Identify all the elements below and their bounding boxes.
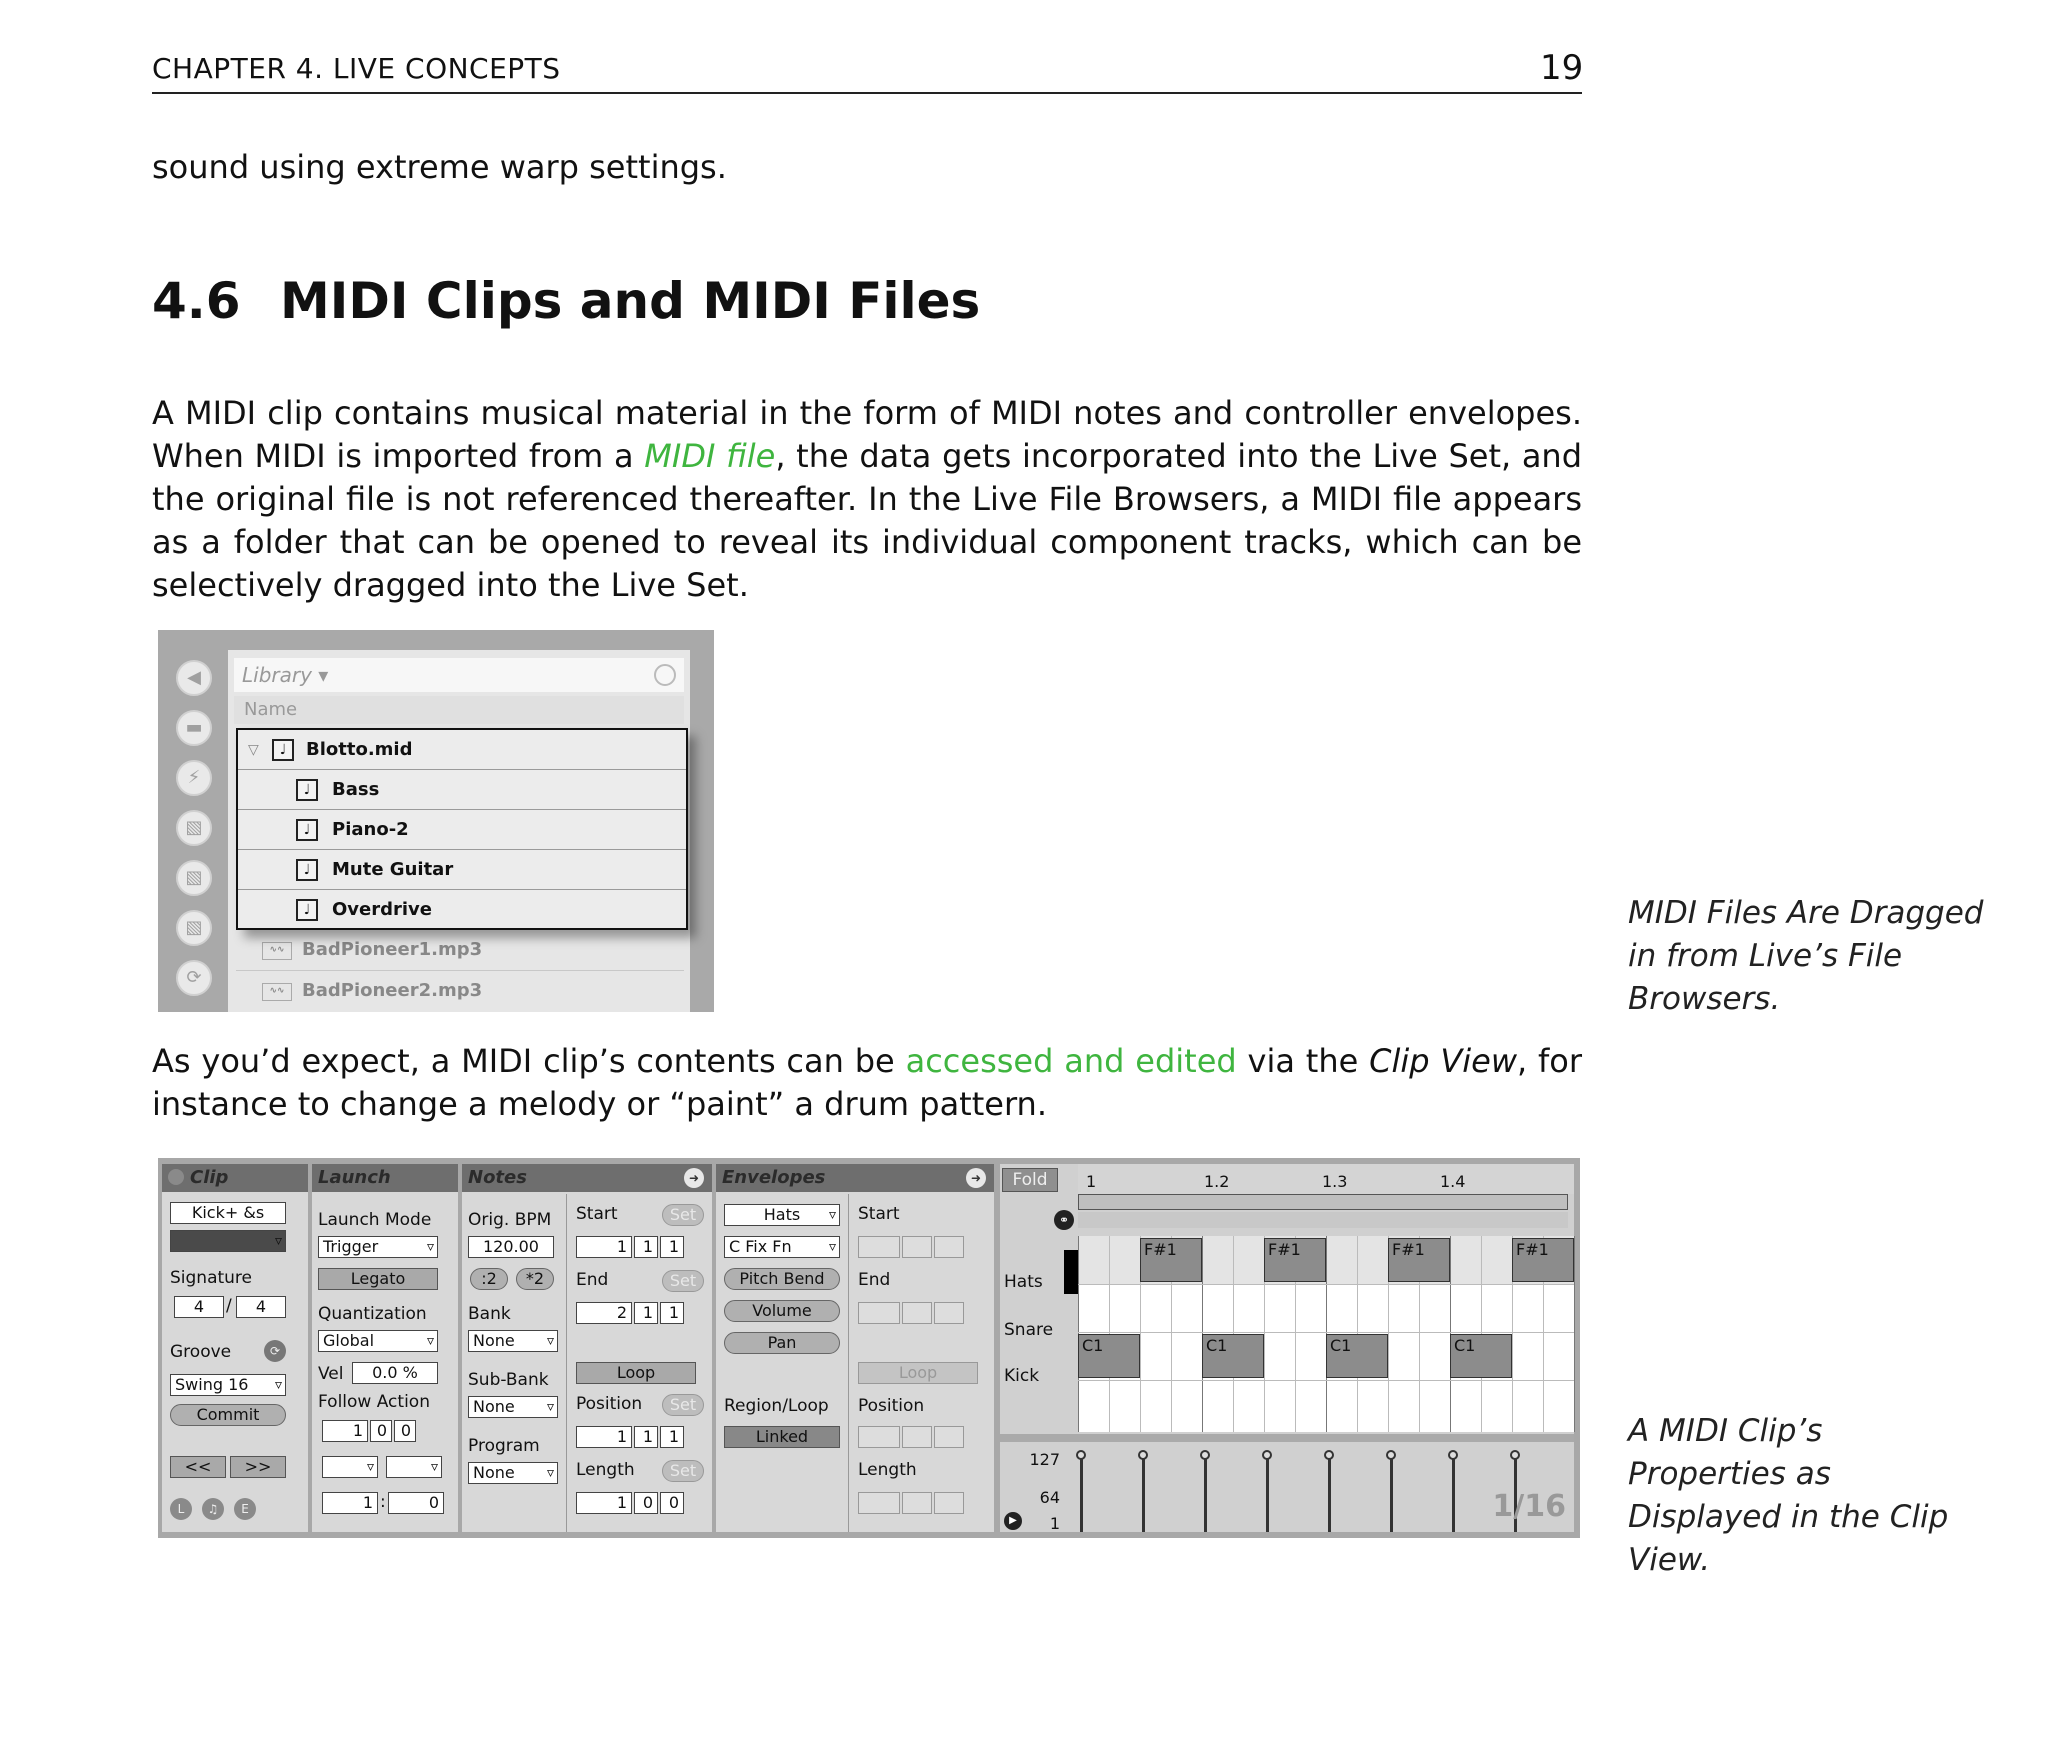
velocity-handle[interactable]: [1386, 1450, 1396, 1460]
follow-action-b-selector[interactable]: [386, 1456, 442, 1478]
groove-label: Groove: [170, 1342, 232, 1362]
signature-numerator[interactable]: 4: [174, 1296, 224, 1318]
notes-box-icon[interactable]: ♫: [202, 1498, 224, 1520]
position-label: Position: [576, 1394, 643, 1414]
velocity-amount-field[interactable]: 0.0 %: [352, 1362, 438, 1384]
row-label-hats[interactable]: Hats: [1004, 1272, 1043, 1292]
envelopes-title: Envelopes: [722, 1167, 826, 1188]
fold-button[interactable]: Fold: [1002, 1168, 1058, 1192]
launch-mode-label: Launch Mode: [318, 1210, 432, 1230]
start-end-markers[interactable]: [1078, 1212, 1568, 1228]
browser-row-audio-1[interactable]: [236, 930, 684, 970]
browser-row-track[interactable]: [238, 810, 686, 850]
follow-time-bars[interactable]: 1: [322, 1420, 368, 1442]
p2-text-c: , for instance to change a melody or “paint” a drum pattern.: [152, 1042, 1583, 1123]
clip-panel-title: [162, 1164, 308, 1192]
follow-time-beats[interactable]: 0: [370, 1420, 392, 1442]
notes-divider: [566, 1194, 567, 1532]
loop-button[interactable]: Loop: [576, 1362, 696, 1384]
half-tempo-button[interactable]: :2: [470, 1268, 508, 1290]
velocity-label-max: 127: [1029, 1450, 1060, 1469]
grid-row-line: [1078, 1380, 1574, 1381]
env-length-beats[interactable]: [902, 1492, 932, 1514]
position-set-button[interactable]: Set: [662, 1394, 704, 1416]
midi-note-kick[interactable]: C1: [1450, 1334, 1512, 1378]
browser-row-track[interactable]: [238, 850, 686, 890]
env-position-bars[interactable]: [858, 1426, 900, 1448]
double-tempo-button[interactable]: *2: [516, 1268, 554, 1290]
program-label: Program: [468, 1436, 540, 1456]
end-label: End: [576, 1270, 609, 1290]
follow-action-a-selector[interactable]: [322, 1456, 378, 1478]
groove-hot-swap-icon[interactable]: ⟳: [264, 1340, 286, 1362]
signature-denominator[interactable]: 4: [236, 1296, 286, 1318]
launch-panel: [312, 1164, 458, 1532]
grid-column-line: [1574, 1236, 1575, 1432]
browser-row-audio-2[interactable]: [236, 970, 684, 1010]
bank-selector[interactable]: None ▿: [468, 1330, 558, 1352]
ruler-marker-1-4: 1.4: [1440, 1172, 1466, 1191]
notes-panel-title: [462, 1164, 712, 1192]
follow-time-sixteenths[interactable]: 0: [394, 1420, 416, 1442]
midi-note-hats[interactable]: F#1: [1388, 1238, 1450, 1282]
launch-box-icon[interactable]: L: [170, 1498, 192, 1520]
env-position-sixteenths[interactable]: [934, 1426, 964, 1448]
env-start-label: Start: [858, 1204, 900, 1224]
end-set-button[interactable]: Set: [662, 1270, 704, 1292]
orig-bpm-label: Orig. BPM: [468, 1210, 552, 1230]
envelope-device-selector[interactable]: Hats ▿: [724, 1204, 840, 1226]
length-beats[interactable]: 0: [634, 1492, 658, 1514]
browser-row-track[interactable]: [238, 770, 686, 810]
ruler-marker-1-3: 1.3: [1322, 1172, 1348, 1191]
library-label: Library ▾: [242, 663, 329, 687]
device-browser-icon[interactable]: ▬: [176, 710, 212, 746]
velocity-label: Vel: [318, 1364, 344, 1384]
row-label-kick[interactable]: Kick: [1004, 1366, 1040, 1386]
browser-row-track[interactable]: [238, 890, 686, 930]
follow-chance-separator: :: [380, 1492, 386, 1512]
start-set-button[interactable]: Set: [662, 1204, 704, 1226]
midi-track-icon: ♩: [296, 819, 318, 841]
midi-file-name: Blotto.mid: [306, 739, 413, 760]
env-end-bars[interactable]: [858, 1302, 900, 1324]
note-grid[interactable]: [1078, 1236, 1574, 1432]
velocity-handle[interactable]: [1076, 1450, 1086, 1460]
header-rule: [152, 92, 1582, 94]
clip-color-selector[interactable]: [170, 1230, 286, 1252]
midi-note-editor[interactable]: [1000, 1164, 1574, 1532]
env-start-bars[interactable]: [858, 1236, 900, 1258]
midi-note-hats[interactable]: F#1: [1512, 1238, 1574, 1282]
continuation-paragraph: sound using extreme warp settings.: [152, 148, 727, 186]
name-column-header[interactable]: Name: [234, 696, 684, 724]
env-end-beats[interactable]: [902, 1302, 932, 1324]
nudge-back-button[interactable]: <<: [170, 1456, 226, 1478]
file-browser-3-icon[interactable]: ▧: [176, 910, 212, 946]
audio-file-icon: ∿∿: [262, 942, 292, 960]
envelope-control-selector[interactable]: C Fix Fn ▿: [724, 1236, 840, 1258]
envelopes-divider: [848, 1194, 849, 1532]
position-sixteenths[interactable]: 1: [660, 1426, 684, 1448]
clip-view-term: Clip View: [1369, 1042, 1518, 1080]
velocity-handle[interactable]: [1324, 1450, 1334, 1460]
file-browser-2-icon[interactable]: ▧: [176, 860, 212, 896]
legato-button[interactable]: Legato: [318, 1268, 438, 1290]
env-length-bars[interactable]: [858, 1492, 900, 1514]
clip-name-field[interactable]: Kick+ &s: [170, 1202, 286, 1224]
p1-text-a: A MIDI clip contains musical material in the form of MIDI notes and controller envelopes. When MIDI is imported from a: [152, 394, 1582, 475]
paragraph-clip-view: [152, 1040, 1582, 1126]
midi-note-kick[interactable]: C1: [1326, 1334, 1388, 1378]
play-icon[interactable]: ▶: [1004, 1512, 1022, 1530]
start-sixteenths[interactable]: 1: [660, 1236, 684, 1258]
quantization-label: Quantization: [318, 1304, 427, 1324]
midi-note-kick[interactable]: C1: [1202, 1334, 1264, 1378]
end-beats[interactable]: 1: [634, 1302, 658, 1324]
length-label: Length: [576, 1460, 635, 1480]
figure-caption-clip-view: A MIDI Clip’s Properties as Displayed in the Clip View.: [1628, 1413, 1949, 1578]
velocity-label-min: 1: [1049, 1514, 1060, 1533]
track-name: Piano-2: [332, 819, 409, 840]
velocity-stem[interactable]: [1266, 1456, 1269, 1532]
notes-panel: [462, 1164, 712, 1532]
end-bars[interactable]: 2: [576, 1302, 632, 1324]
launch-panel-title: Launch: [312, 1164, 458, 1192]
expand-triangle-icon[interactable]: ▽: [248, 742, 259, 758]
groove-selector[interactable]: Swing 16 ▿: [170, 1374, 286, 1396]
envelopes-expand-icon[interactable]: ➜: [966, 1168, 986, 1188]
running-head: CHAPTER 4. LIVE CONCEPTS: [152, 52, 561, 85]
library-selector[interactable]: [234, 658, 684, 692]
notes-expand-icon[interactable]: ➜: [684, 1168, 704, 1188]
envelopes-panel-title: [716, 1164, 994, 1192]
midi-file-folder[interactable]: [236, 728, 688, 930]
hot-swap-icon[interactable]: ⟳: [176, 960, 212, 996]
env-position-beats[interactable]: [902, 1426, 932, 1448]
clip-title: Clip: [190, 1167, 229, 1188]
velocity-handle[interactable]: [1262, 1450, 1272, 1460]
accessed-and-edited-link[interactable]: accessed and edited: [905, 1042, 1237, 1080]
midi-file-icon: ♩: [272, 739, 294, 761]
p2-text-b: via the: [1236, 1042, 1370, 1080]
clip-view-figure: [158, 1158, 1580, 1538]
audio-file-name: BadPioneer2.mp3: [302, 980, 483, 1001]
commit-button[interactable]: Commit: [170, 1404, 286, 1426]
page-number: 19: [1540, 48, 1584, 88]
midi-track-icon: ♩: [296, 779, 318, 801]
env-start-sixteenths[interactable]: [934, 1236, 964, 1258]
track-name: Bass: [332, 779, 380, 800]
beat-time-ruler[interactable]: [1078, 1164, 1574, 1194]
orig-bpm-field[interactable]: 120.00: [468, 1236, 554, 1258]
row-label-snare[interactable]: Snare: [1004, 1320, 1054, 1340]
length-bars[interactable]: 1: [576, 1492, 632, 1514]
pan-button[interactable]: Pan: [724, 1332, 840, 1354]
nudge-forward-button[interactable]: >>: [230, 1456, 286, 1478]
audio-file-icon: ∿∿: [262, 983, 292, 1001]
envelopes-box-icon[interactable]: E: [234, 1498, 256, 1520]
program-selector[interactable]: None ▿: [468, 1462, 558, 1484]
audio-file-name: BadPioneer1.mp3: [302, 939, 483, 960]
grid-ratio-label: 1/16: [1492, 1489, 1566, 1524]
midi-note-hats[interactable]: F#1: [1264, 1238, 1326, 1282]
velocity-stem[interactable]: [1328, 1456, 1331, 1532]
p2-text-a: As you’d expect, a MIDI clip’s contents can be: [152, 1042, 906, 1080]
velocity-handle[interactable]: [1510, 1450, 1520, 1460]
editor-split-bar[interactable]: [1000, 1434, 1574, 1442]
section-number: 4.6: [152, 272, 241, 330]
linked-button[interactable]: Linked: [724, 1426, 840, 1448]
env-end-sixteenths[interactable]: [934, 1302, 964, 1324]
length-sixteenths[interactable]: 0: [660, 1492, 684, 1514]
env-length-label: Length: [858, 1460, 917, 1480]
start-bars[interactable]: 1: [576, 1236, 632, 1258]
region-loop-label: Region/Loop: [724, 1396, 829, 1416]
ruler-marker-1: 1: [1086, 1172, 1097, 1191]
browser-figure: [158, 630, 714, 1012]
section-title: MIDI Clips and MIDI Files: [280, 272, 981, 330]
clip-activator-icon[interactable]: [168, 1169, 184, 1185]
figure-caption-browser: MIDI Files Are Dragged in from Live’s File Browsers.: [1628, 895, 1984, 1017]
sub-bank-selector[interactable]: None ▿: [468, 1396, 558, 1418]
track-name: Mute Guitar: [332, 859, 454, 880]
volume-button[interactable]: Volume: [724, 1300, 840, 1322]
grid-row-line: [1078, 1284, 1574, 1285]
notes-title: Notes: [468, 1167, 527, 1188]
file-browser-1-icon[interactable]: ▧: [176, 810, 212, 846]
velocity-stem[interactable]: [1204, 1456, 1207, 1532]
p1-text-b: , the data gets incorporated into the Live Set, and the original file is not referenced thereafter. In the Live File Browsers, a MIDI file appears as a folder that can be opened to reveal its individual component tracks, which can be selectively dragged into the Live Set.: [152, 437, 1583, 604]
env-start-beats[interactable]: [902, 1236, 932, 1258]
envelopes-panel: [716, 1164, 994, 1532]
position-bars[interactable]: 1: [576, 1426, 632, 1448]
midi-file-link[interactable]: MIDI file: [644, 437, 776, 475]
end-sixteenths[interactable]: 1: [660, 1302, 684, 1324]
track-name: Overdrive: [332, 899, 432, 920]
browser-row-midi-file[interactable]: [238, 730, 686, 770]
signature-label: Signature: [170, 1268, 253, 1288]
pitch-bend-button[interactable]: Pitch Bend: [724, 1268, 840, 1290]
launch-mode-selector[interactable]: Trigger ▿: [318, 1236, 438, 1258]
velocity-handle[interactable]: [1448, 1450, 1458, 1460]
velocity-stem[interactable]: [1142, 1456, 1145, 1532]
env-length-sixteenths[interactable]: [934, 1492, 964, 1514]
browser-panel: [228, 650, 690, 1012]
velocity-label-mid: 64: [1039, 1488, 1060, 1507]
quantization-selector[interactable]: Global ▿: [318, 1330, 438, 1352]
clip-panel: [162, 1164, 308, 1532]
start-beats[interactable]: 1: [634, 1236, 658, 1258]
search-icon[interactable]: [654, 664, 676, 686]
follow-chance-b[interactable]: 0: [388, 1492, 444, 1514]
velocity-handle[interactable]: [1200, 1450, 1210, 1460]
length-set-button[interactable]: Set: [662, 1460, 704, 1482]
env-loop-button[interactable]: Loop: [858, 1362, 978, 1384]
back-icon[interactable]: ◀: [176, 660, 212, 696]
midi-note-kick[interactable]: C1: [1078, 1334, 1140, 1378]
velocity-stem[interactable]: [1452, 1456, 1455, 1532]
midi-track-icon: ♩: [296, 899, 318, 921]
follow-action-label: Follow Action: [318, 1392, 430, 1412]
bank-label: Bank: [468, 1304, 511, 1324]
ruler-marker-1-2: 1.2: [1204, 1172, 1230, 1191]
velocity-stem[interactable]: [1080, 1456, 1083, 1532]
plugin-browser-icon[interactable]: ⚡: [176, 760, 212, 796]
paragraph-midi-clip: [152, 392, 1582, 607]
follow-chance-a[interactable]: 1: [322, 1492, 378, 1514]
signature-slash: /: [226, 1296, 232, 1316]
loop-brace[interactable]: [1078, 1194, 1568, 1210]
selected-row-marker: [1064, 1250, 1078, 1294]
midi-note-hats[interactable]: F#1: [1140, 1238, 1202, 1282]
env-end-label: End: [858, 1270, 891, 1290]
env-position-label: Position: [858, 1396, 925, 1416]
headphones-preview-icon[interactable]: ⚭: [1054, 1210, 1074, 1230]
position-beats[interactable]: 1: [634, 1426, 658, 1448]
velocity-handle[interactable]: [1138, 1450, 1148, 1460]
start-label: Start: [576, 1204, 618, 1224]
midi-track-icon: ♩: [296, 859, 318, 881]
velocity-stem[interactable]: [1390, 1456, 1393, 1532]
grid-row-line: [1078, 1332, 1574, 1333]
sub-bank-label: Sub-Bank: [468, 1370, 549, 1390]
section-heading: [152, 272, 980, 330]
